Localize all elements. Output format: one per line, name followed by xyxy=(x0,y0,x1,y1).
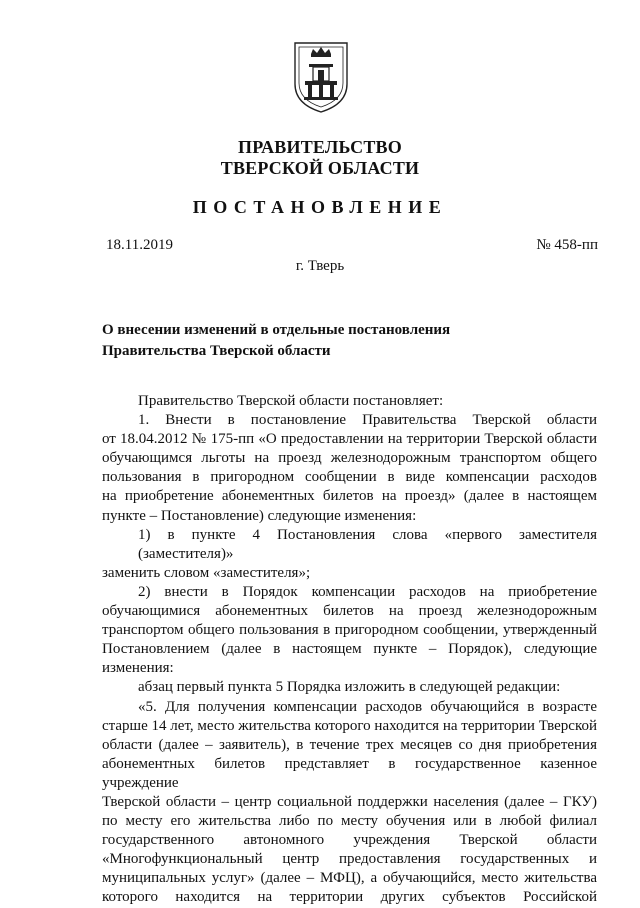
body-line: абонементных билетов представляет в государственное казенное учреждение xyxy=(102,755,597,791)
body-line: изменения: xyxy=(102,660,174,677)
body-line: 2) внести в Порядок компенсации расходов на приобретение xyxy=(138,583,597,600)
body-line: 1) в пункте 4 Постановления слова «первого заместителя (заместителя)» xyxy=(138,526,597,562)
body-line: пункте – Постановление) следующие изменения: xyxy=(102,507,417,524)
body-line: государственного автономного учреждения Тверской области xyxy=(102,832,597,849)
organization-name-line2: ТВЕРСКОЙ ОБЛАСТИ xyxy=(220,158,420,178)
body-line: которого находится на территории других субъектов Российской xyxy=(102,889,597,906)
document-title-line1: О внесении изменений в отдельные постановления xyxy=(102,322,451,338)
document-body xyxy=(102,392,597,908)
body-line: транспортом общего пользования в пригородном сообщении, утвержденный xyxy=(102,622,597,639)
document-date: 18.11.2019 xyxy=(106,237,173,253)
document-title xyxy=(102,320,450,362)
body-line: «5. Для получения компенсации расходов обучающийся в возрасте xyxy=(138,698,597,715)
document-number: № 458-пп xyxy=(536,237,598,253)
body-line: заменить словом «заместителя»; xyxy=(102,564,311,581)
body-line: Тверской области – центр социальной поддержки населения (далее – ГКУ) xyxy=(102,793,597,810)
organization-name-line1: ПРАВИТЕЛЬСТВО xyxy=(238,137,402,157)
body-line: по месту его жительства либо по месту обучения или в любой филиал xyxy=(102,813,597,830)
body-line: «Многофункциональный центр предоставления государственных и xyxy=(102,851,597,868)
tver-coat-of-arms-icon xyxy=(291,40,351,114)
document-city: г. Тверь xyxy=(295,258,345,274)
body-line: на приобретение абонементных билетов на проезд» (далее в настоящем xyxy=(102,488,597,505)
body-line: Правительство Тверской области постановляет: xyxy=(138,393,444,409)
body-line: 1. Внести в постановление Правительства Тверской области xyxy=(138,412,597,429)
document-type: ПОСТАНОВЛЕНИЕ xyxy=(192,197,448,217)
body-line: муниципальных услуг» (далее – МФЦ), а обучающийся, место жительства xyxy=(102,870,597,887)
body-line: пользования в пригородном сообщении в виде компенсации расходов xyxy=(102,469,597,486)
body-line: старше 14 лет, место жительства которого находится на территории Тверской xyxy=(102,717,597,734)
body-line: обучающимися абонементных билетов на проезд железнодорожным xyxy=(102,603,597,620)
document-title-line2: Правительства Тверской области xyxy=(102,343,331,359)
body-line: Постановлением (далее в настоящем пункте – Порядок), следующие xyxy=(102,641,597,658)
body-line: абзац первый пункта 5 Порядка изложить в следующей редакции: xyxy=(138,679,561,696)
body-line: области (далее – заявитель), в течение трех месяцев со дня приобретения xyxy=(102,736,597,753)
body-line: от 18.04.2012 № 175-пп «О предоставлении на территории Тверской области xyxy=(102,431,597,448)
body-line: обучающимся льготы на проезд железнодорожным транспортом общего xyxy=(102,450,597,467)
